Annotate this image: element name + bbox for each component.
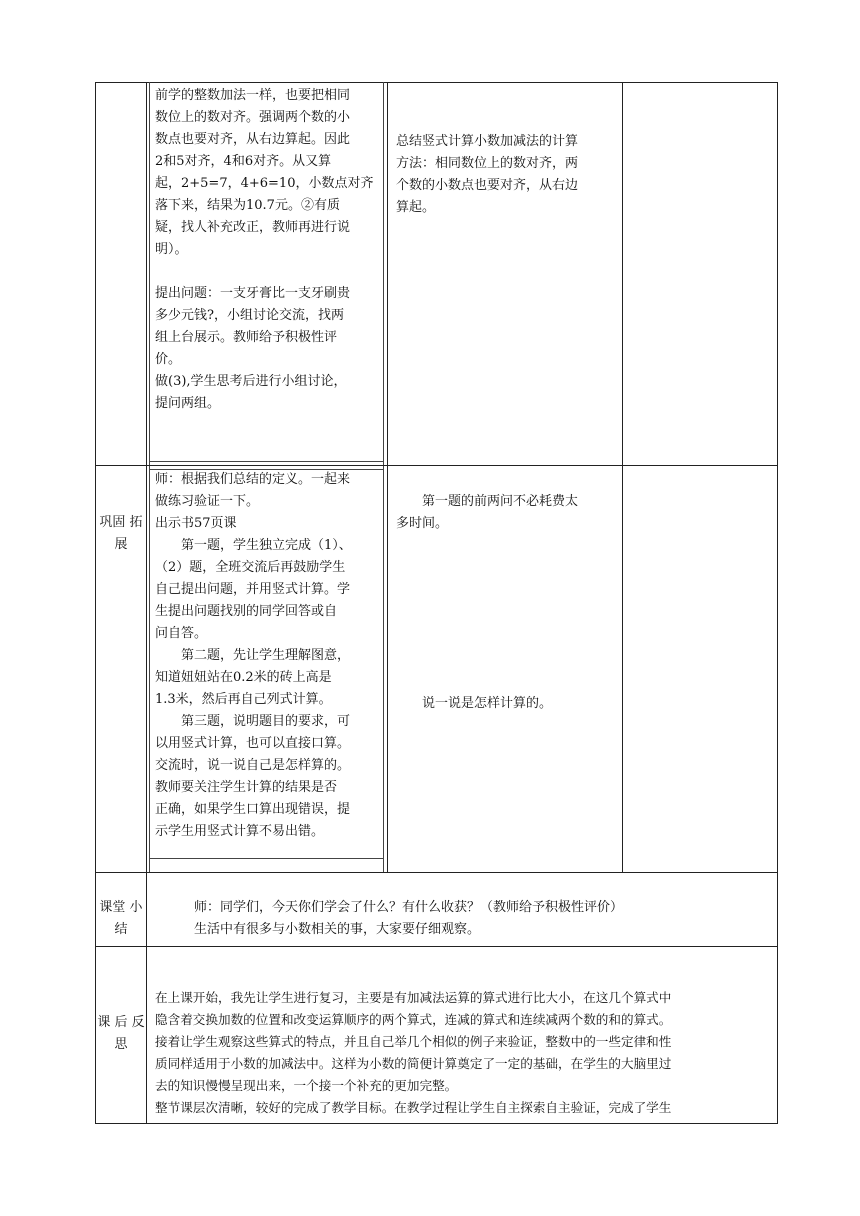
col-divider-activity bbox=[387, 82, 388, 872]
row1-note-text: 总结竖式计算小数加减法的计算 方法：相同数位上的数对齐，两 个数的小数点也要对齐，从右边 算起。 bbox=[396, 134, 579, 215]
row1-bottom-border bbox=[95, 465, 777, 466]
row3-summary-text: 师：同学们，今天你们学会了什么？有什么收获？（教师给予积极性评价） 生活中有很多与小数相关的事，大家要仔细观察。 bbox=[194, 900, 624, 937]
table-left-border bbox=[95, 82, 96, 1124]
row2-note-second: 说一说是怎样计算的。 bbox=[396, 696, 553, 711]
col-divider-note bbox=[622, 82, 623, 872]
activity-inner-right bbox=[383, 82, 384, 872]
table-bottom-border bbox=[95, 1123, 777, 1124]
col-divider-label bbox=[146, 82, 147, 1124]
row2-bottom-border bbox=[95, 872, 777, 873]
row2-activity-text: 师：根据我们总结的定义。一起来 做练习验证一下。 出示书57页课 第一题，学生独立完成（1）、 （2）题，全班交流后再鼓励学生 自己提出问题，并用竖式计算。学 生提出问题找别的同学回答或自 问自答。 第二题，先让学生理解图意， 知道妞妞站在0.2米的砖上高是 1.3米，然后再自己列式计算。 第三题，说明题目的要求，可 以用竖式计算，也可以直接口算。 交流时，说一说自己是怎样算的。 教师要关注学生计算的结果是否 正确，如果学生口算出现错误，提 示学生用竖式计算不易出错。 bbox=[155, 472, 352, 839]
row3-bottom-border bbox=[95, 946, 777, 947]
row4-label: 课 后 反 思 bbox=[97, 1015, 145, 1052]
row3-label: 课堂 小结 bbox=[99, 900, 143, 937]
row2-note-first: 第一题的前两问不必耗费太 多时间。 bbox=[396, 494, 579, 531]
row1-activity-text: 前学的整数加法一样，也要把相同 数位上的数对齐。强调两个数的小 数点也要对齐，从右边算起。因此 2和5对齐，4和6对齐。从又算 起，2+5=7，4+6=10，小数点对齐 落下来，结果为10.7元。②有质 疑，找人补充改正，教师再进行说 明）。 提出问题：一支牙膏比一支牙刷贵 多少元钱?，小组讨论交流，找两 组上台展示。教师给予积极性评 价。 做(3),学生思考后进行小组讨论， 提问两组。 bbox=[155, 88, 374, 411]
row2-label: 巩固 拓展 bbox=[99, 515, 143, 552]
activity-inner-left bbox=[149, 82, 150, 872]
row1-inner-bottom bbox=[149, 461, 383, 462]
table-right-border bbox=[777, 82, 778, 1124]
row2-inner-bottom bbox=[149, 858, 383, 859]
row4-reflection-text: 在上课开始，我先让学生进行复习，主要是有加减法运算的算式进行比大小，在这几个算式中 隐含着交换加数的位置和改变运算顺序的两个算式，连减的算式和连续减两个数的和的算式。 接着让学生观察这些算式的特点，并且自己举几个相似的例子来验证，整数中的一些定律和性 质同样适用于小数的加减法中。这样为小数的简便计算奠定了一定的基础，在学生的大脑里过 去的知识慢慢呈现出来，一个接一个补充的更加完整。 整节课层次清晰，较好的完成了教学目标。在教学过程让学生自主探索自主验证，完成了学生 bbox=[155, 990, 672, 1115]
table-top-border bbox=[95, 82, 777, 83]
